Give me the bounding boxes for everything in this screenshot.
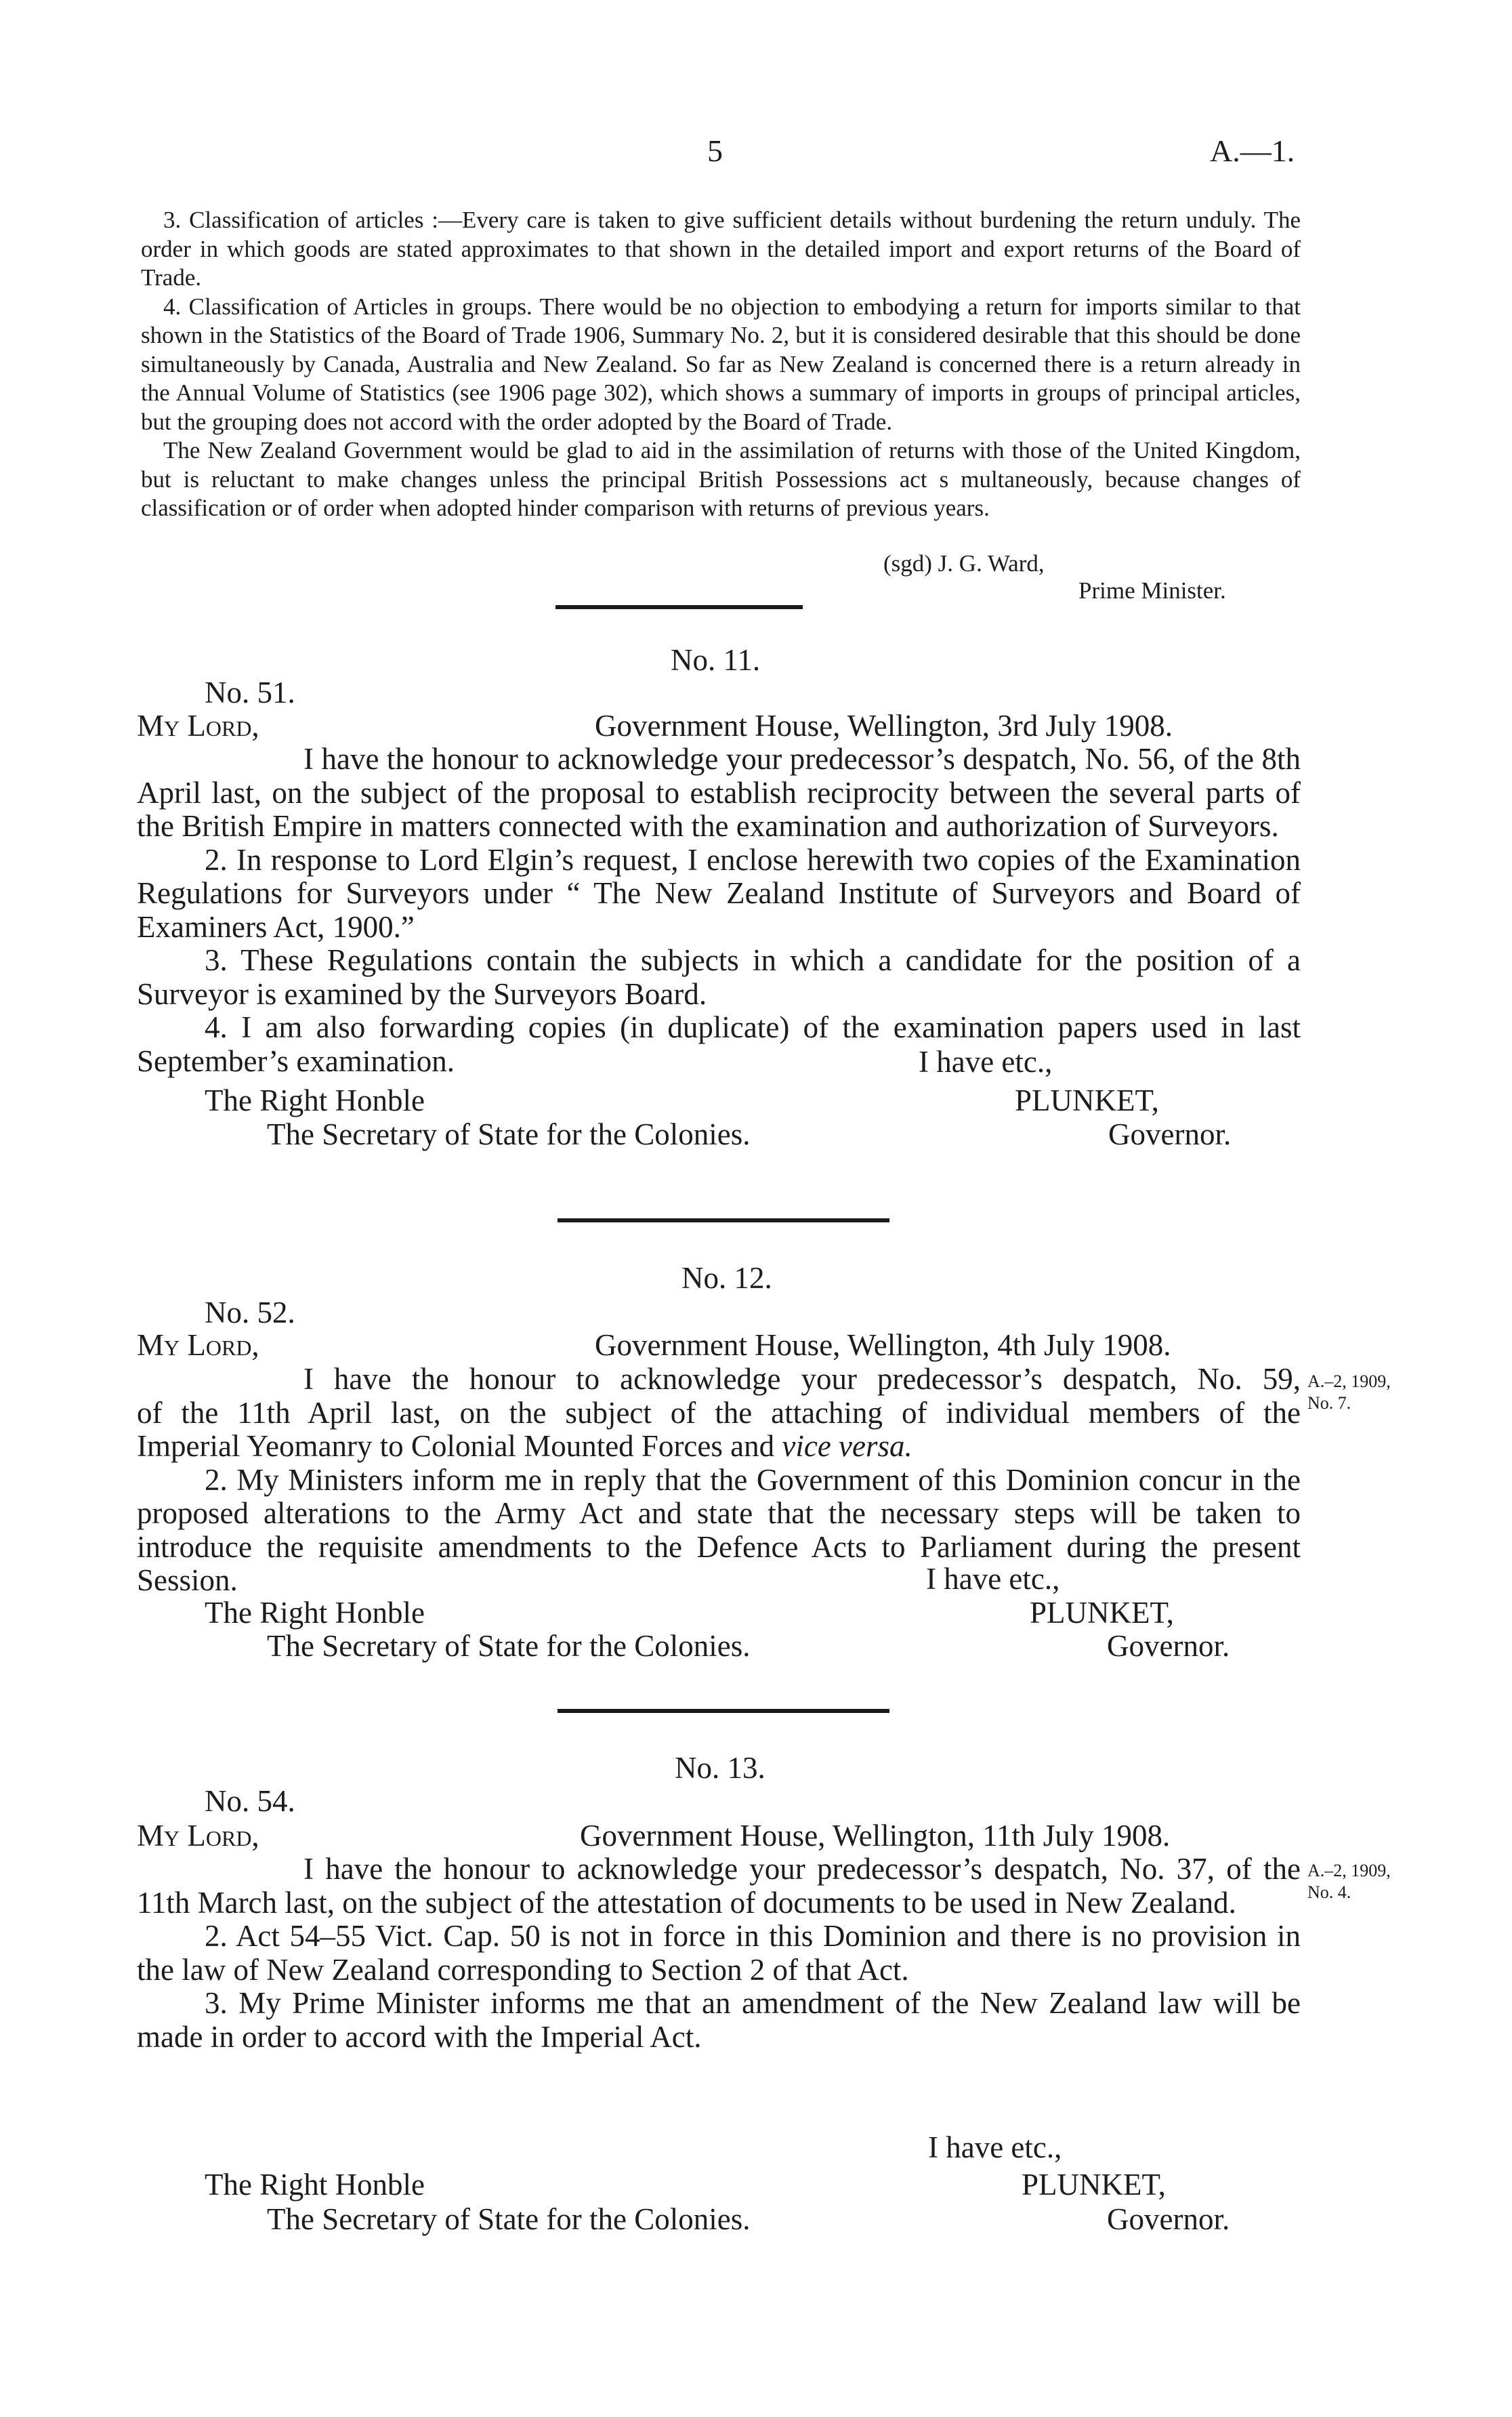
signatory-title: Governor. (1107, 1629, 1230, 1663)
addressee-line-1: The Right Honble (205, 1083, 425, 1117)
addressee-line-2: The Secretary of State for the Colonies. (267, 1117, 751, 1151)
letter-body (137, 1853, 1301, 2054)
salutation: My Lord, (137, 709, 259, 743)
letter-heading: No. 12. (681, 1261, 772, 1295)
paragraph: 3. My Prime Minister informs me that an amendment of the New Zealand law will be made in order to accord with the Imperial Act. (137, 1986, 1301, 2054)
signatory: PLUNKET, (1022, 2168, 1166, 2202)
letter-heading: No. 11. (671, 643, 761, 677)
addressee-line-2: The Secretary of State for the Colonies. (267, 2202, 751, 2236)
side-note-line-2: No. 7. (1307, 1393, 1351, 1413)
side-note-line-1: A.–2, 1909, (1307, 1861, 1391, 1880)
addressee-line-2: The Secretary of State for the Colonies. (267, 1629, 751, 1663)
letter-body (137, 1363, 1301, 1598)
paragraph: 3. These Regulations contain the subjects in which a candidate for the position of a Surveyor is examined by the Surveyors Board. (137, 943, 1301, 1011)
page-number: 5 (707, 133, 723, 168)
paragraph: 2. Act 54–55 Vict. Cap. 50 is not in force in this Dominion and there is no provision in the law of New Zealand corresponding to Section 2 of that Act. (137, 1919, 1301, 1987)
salutation: My Lord, (137, 1328, 259, 1362)
signatory-title: Governor. (1108, 1117, 1232, 1151)
despatch-number: No. 52. (205, 1296, 295, 1329)
paragraph: 2. In response to Lord Elgin’s request, I enclose herewith two copies of the Examination Regulations for Surveyors under “ The New Zealand Institute of Surveyors and Board of Examiners Act, 1900.” (137, 842, 1301, 944)
paragraph-5: The New Zealand Government would be glad to aid in the assimilation of returns with those of the United Kingdom, but is reluctant to make changes unless the principal British Possessions act s multaneously, because changes of classification or of order when adopted hinder comparison with returns of previous years. (141, 437, 1301, 521)
despatch-number: No. 54. (205, 1784, 295, 1818)
addressee-line-1: The Right Honble (205, 1596, 425, 1630)
closing: I have etc., (919, 1045, 1053, 1079)
side-note-line-1: A.–2, 1909, (1307, 1371, 1391, 1391)
paragraph-4: 4. Classification of Articles in groups. There would be no objection to embodying a return for imports similar to that shown in the Statistics of the Board of Trade 1906, Summary No. 2, but it is considered desirable that this should be done simultaneously by Canada, Australia and New Zealand. So far as New Zealand is concerned there is a return already in the Annual Volume of Statistics (see 1906 page 302), which shows a summary of imports in groups of principal articles, but the grouping does not accord with the order adopted by the Board of Trade. (141, 293, 1301, 435)
section-divider (555, 605, 803, 609)
paragraph: 4. I am also forwarding copies (in duplicate) of the examination papers used in last September’s examination. (137, 1010, 1301, 1078)
prime-minister-title: Prime Minister. (1078, 577, 1226, 604)
despatch-number: No. 51. (205, 676, 295, 709)
addressee-line-1: The Right Honble (205, 2168, 425, 2202)
paragraph: I have the honour to acknowledge your predecessor’s despatch, No. 56, of the 8th April last, on the subject of the proposal to establish reciprocity between the several parts of the British Empire in matters connected with the examination and authorization of Surveyors. (137, 742, 1301, 843)
section-divider (558, 1218, 889, 1222)
signatory-title: Governor. (1107, 2202, 1230, 2236)
paragraph: 2. My Ministers inform me in reply that the Government of this Dominion concur in the proposed alterations to the Army Act and state that the necessary steps will be taken to introduce the requisite amendments to the Defence Acts to Parliament during the present Session. (137, 1462, 1301, 1597)
salutation: My Lord, (137, 1819, 259, 1853)
place-date: Government House, Wellington, 11th July 1908. (580, 1819, 1171, 1853)
side-note-line-2: No. 4. (1307, 1882, 1351, 1902)
closing: I have etc., (926, 1562, 1060, 1596)
signatory: PLUNKET, (1030, 1596, 1174, 1630)
paragraph: I have the honour to acknowledge your predecessor’s despatch, No. 37, of the 11th March last, on the subject of the attestation of documents to be used in New Zealand. (137, 1852, 1301, 1920)
place-date: Government House, Wellington, 4th July 1908. (595, 1328, 1171, 1362)
paragraph-3: 3. Classification of articles :—Every care is taken to give sufficient details without burdening the return unduly. The order in which goods are stated approximates to that shown in the detailed import and export returns of the Board of Trade. (141, 207, 1301, 291)
closing: I have etc., (928, 2130, 1062, 2164)
top-section (141, 206, 1301, 523)
signatory: PLUNKET, (1015, 1083, 1159, 1117)
paragraph: I have the honour to acknowledge your predecessor’s despatch, No. 59, of the 11th April last, on the subject of the attaching of individual members of the Imperial Yeomanry to Colonial Mounted Forces and vice versa. (137, 1362, 1301, 1463)
letter-heading: No. 13. (675, 1751, 765, 1785)
prime-minister-signature: (sgd) J. G. Ward, (883, 550, 1045, 577)
place-date: Government House, Wellington, 3rd July 1908. (595, 709, 1173, 743)
section-divider (558, 1709, 889, 1713)
document-reference: A.—1. (1210, 133, 1295, 168)
letter-body (137, 743, 1301, 1078)
